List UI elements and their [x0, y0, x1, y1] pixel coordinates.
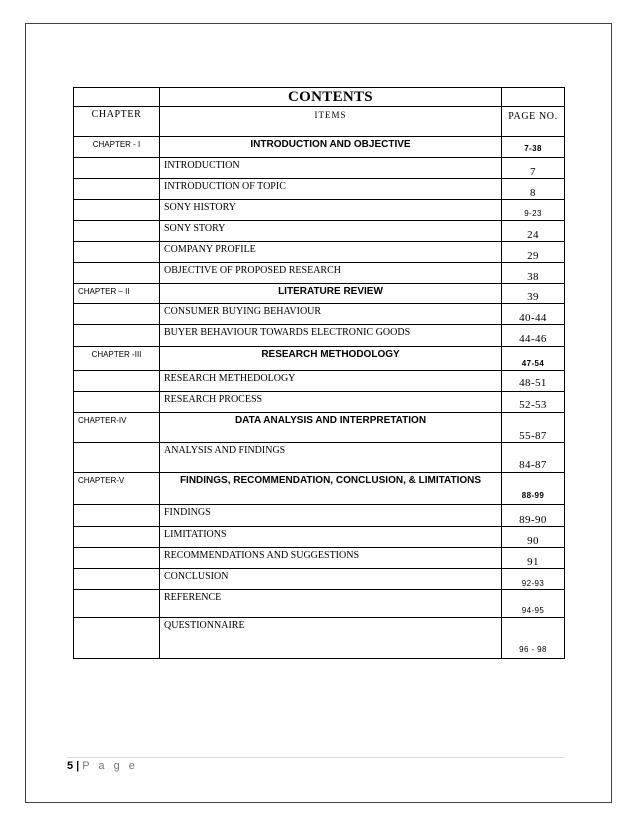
table-row	[74, 527, 565, 548]
chapter-title: INTRODUCTION AND OBJECTIVE	[160, 137, 502, 158]
table-row	[74, 137, 565, 158]
header-row	[74, 107, 565, 137]
page-number: 89-90	[502, 505, 565, 527]
page-number: 8	[502, 179, 565, 200]
table-row	[74, 569, 565, 590]
chapter-label: CHAPTER – II	[74, 284, 160, 304]
footer-page-label: P a g e	[82, 760, 138, 772]
header-items: ITEMS	[160, 107, 502, 137]
item-label: INTRODUCTION OF TOPIC	[160, 179, 502, 200]
contents-table	[73, 87, 565, 659]
page-number: 94-95	[502, 590, 565, 618]
item-label: SONY HISTORY	[160, 200, 502, 221]
table-row	[74, 618, 565, 659]
item-label: LIMITATIONS	[160, 527, 502, 548]
table-row	[74, 325, 565, 347]
footer-page-number: 5	[67, 760, 74, 772]
page-number: 91	[502, 548, 565, 569]
chapter-label: CHAPTER-IV	[74, 413, 160, 443]
table-row	[74, 392, 565, 413]
chapter-label: CHAPTER - I	[74, 137, 160, 158]
item-label: RESEARCH METHEDOLOGY	[160, 371, 502, 392]
table-row	[74, 443, 565, 473]
table-row	[74, 263, 565, 284]
table-row	[74, 284, 565, 304]
item-label: REFERENCE	[160, 590, 502, 618]
page-number: 39	[502, 284, 565, 304]
item-label: OBJECTIVE OF PROPOSED RESEARCH	[160, 263, 502, 284]
footer-separator: |	[76, 760, 80, 772]
table-row	[74, 221, 565, 242]
page-number: 90	[502, 527, 565, 548]
page-number: 24	[502, 221, 565, 242]
page-number: 40-44	[502, 304, 565, 325]
contents-title: CONTENTS	[160, 88, 502, 107]
item-label: RESEARCH PROCESS	[160, 392, 502, 413]
chapter-label: CHAPTER-V	[74, 473, 160, 505]
item-label: INTRODUCTION	[160, 158, 502, 179]
table-row	[74, 158, 565, 179]
item-label: BUYER BEHAVIOUR TOWARDS ELECTRONIC GOODS	[160, 325, 502, 347]
page-footer	[67, 760, 138, 772]
header-page-no: PAGE NO.	[502, 107, 565, 137]
item-label: FINDINGS	[160, 505, 502, 527]
table-row	[74, 347, 565, 371]
page-number: 84-87	[502, 443, 565, 473]
item-label: COMPANY PROFILE	[160, 242, 502, 263]
chapter-title: FINDINGS, RECOMMENDATION, CONCLUSION, & LIMITATIONS	[160, 473, 502, 505]
table-row	[74, 200, 565, 221]
table-row	[74, 371, 565, 392]
page-number: 52-53	[502, 392, 565, 413]
item-label: CONCLUSION	[160, 569, 502, 590]
chapter-label: CHAPTER -III	[74, 347, 160, 371]
page-number: 47-54	[502, 347, 565, 371]
page-number: 55-87	[502, 413, 565, 443]
table-row	[74, 473, 565, 505]
contents-title-row	[74, 88, 565, 107]
table-row	[74, 304, 565, 325]
table-row	[74, 242, 565, 263]
chapter-title: RESEARCH METHODOLOGY	[160, 347, 502, 371]
footer-rule	[67, 757, 564, 758]
page-number: 7	[502, 158, 565, 179]
page-number: 38	[502, 263, 565, 284]
item-label: CONSUMER BUYING BEHAVIOUR	[160, 304, 502, 325]
item-label: SONY STORY	[160, 221, 502, 242]
item-label: ANALYSIS AND FINDINGS	[160, 443, 502, 473]
page-number: 96 - 98	[502, 618, 565, 659]
header-chapter: CHAPTER	[74, 107, 160, 137]
page-number: 48-51	[502, 371, 565, 392]
table-row	[74, 548, 565, 569]
chapter-title: DATA ANALYSIS AND INTERPRETATION	[160, 413, 502, 443]
page-number: 92-93	[502, 569, 565, 590]
table-row	[74, 505, 565, 527]
table-row	[74, 179, 565, 200]
table-row	[74, 590, 565, 618]
table-row	[74, 413, 565, 443]
chapter-title: LITERATURE REVIEW	[160, 284, 502, 304]
item-label: RECOMMENDATIONS AND SUGGESTIONS	[160, 548, 502, 569]
page-number: 9-23	[502, 200, 565, 221]
page-number: 7-38	[502, 137, 565, 158]
page-number: 29	[502, 242, 565, 263]
page-number: 88-99	[502, 473, 565, 505]
item-label: QUESTIONNAIRE	[160, 618, 502, 659]
page-number: 44-46	[502, 325, 565, 347]
